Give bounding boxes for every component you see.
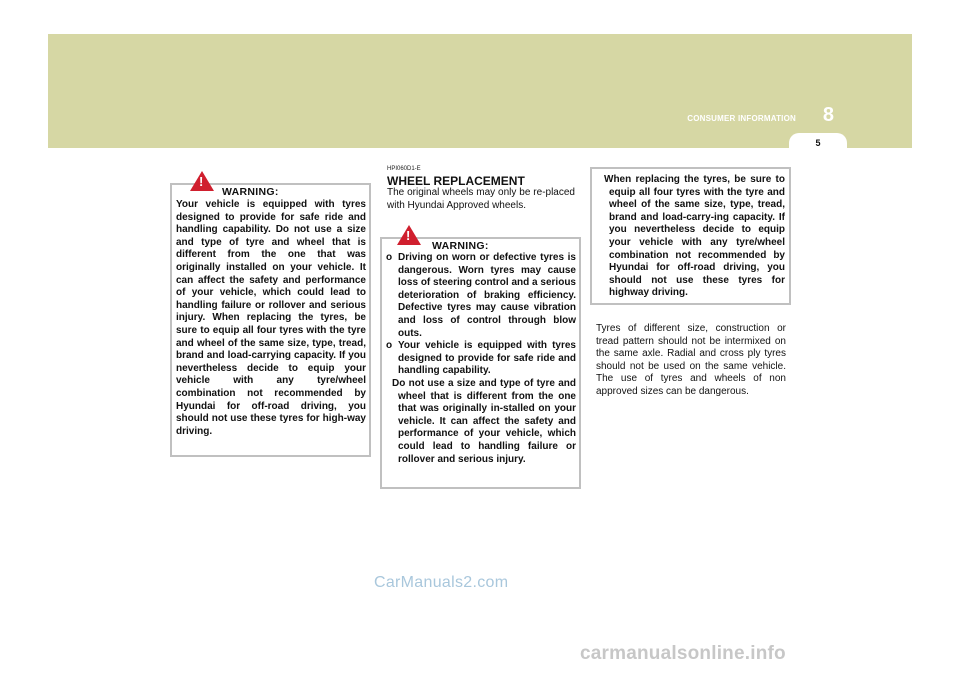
chapter-number: 8: [822, 104, 834, 126]
right-warning-box: [590, 167, 791, 305]
warning-body: Your vehicle is equipped with tyres designed to provide for safe ride and handling capability. Do not use a size and type of tyre and wheel that is different from the one that was originally installed on your vehicle. It can affect the safety and performance of your vehicle, which could lead to handling failure or rollover and serious injury. When replacing the tyres, be sure to equip all four tyres with the tyre and wheel of the same size, type, tread, brand and load-carrying capacity. If you nevertheless decide to equip your vehicle with any tyre/wheel combination not recommended by Hyundai for off-road driving, you should not use these tyres for high-way driving.: [176, 199, 366, 437]
warning-triangle-icon: !: [190, 171, 214, 191]
watermark-carmanuals: CarManuals2.com: [374, 574, 509, 591]
tyre-mixing-paragraph: Tyres of different size, construction or tread pattern should not be intermixed on the same axle. Radial and cross ply tyres should not be used on the same vehicle. The use of tyres and wheels of non approved sizes can be dangerous.: [596, 323, 786, 397]
header-band: [48, 34, 912, 148]
list-item: o Your vehicle is equipped with tyres designed to provide for safe ride and handling capability.: [386, 340, 576, 377]
section-code: HPI060D1-E: [387, 166, 421, 172]
warning-body: When replacing the tyres, be sure to equip all four tyres with the tyre and wheel of the same size, type, tread, brand and load-carry-ing capacity. If you nevertheless decide to equip your vehicle with any tyre/wheel combination not recommended by Hyundai for off-road driving, you should not use these tyres for highway driving.: [604, 174, 785, 299]
watermark-carmanualsonline: carmanualsonline.info: [580, 643, 786, 664]
section-label: CONSUMER INFORMATION: [687, 114, 796, 123]
middle-warning-box: [380, 228, 581, 489]
list-item: o Driving on worn or defective tyres is dangerous. Worn tyres may cause loss of steering control and a serious deterioration of braking efficiency. Defective tyres may cause vibration and loss of control through blow outs.: [386, 252, 576, 339]
warning-title: WARNING:: [432, 240, 489, 252]
section-title: WHEEL REPLACEMENT: [387, 174, 525, 188]
page-number: 5: [815, 138, 821, 148]
left-warning-box: [170, 174, 371, 457]
warning-continuation: Do not use a size and type of tyre and wheel that is different from the one that was originally in-stalled on your vehicle. It can affect the safety and performance of your vehicle, which could lead to handling failure or rollover and serious injury.: [392, 377, 576, 465]
warning-title: WARNING:: [222, 186, 279, 198]
warning-triangle-icon: !: [397, 225, 421, 245]
section-body: The original wheels may only be re-placed with Hyundai Approved wheels.: [387, 187, 575, 211]
